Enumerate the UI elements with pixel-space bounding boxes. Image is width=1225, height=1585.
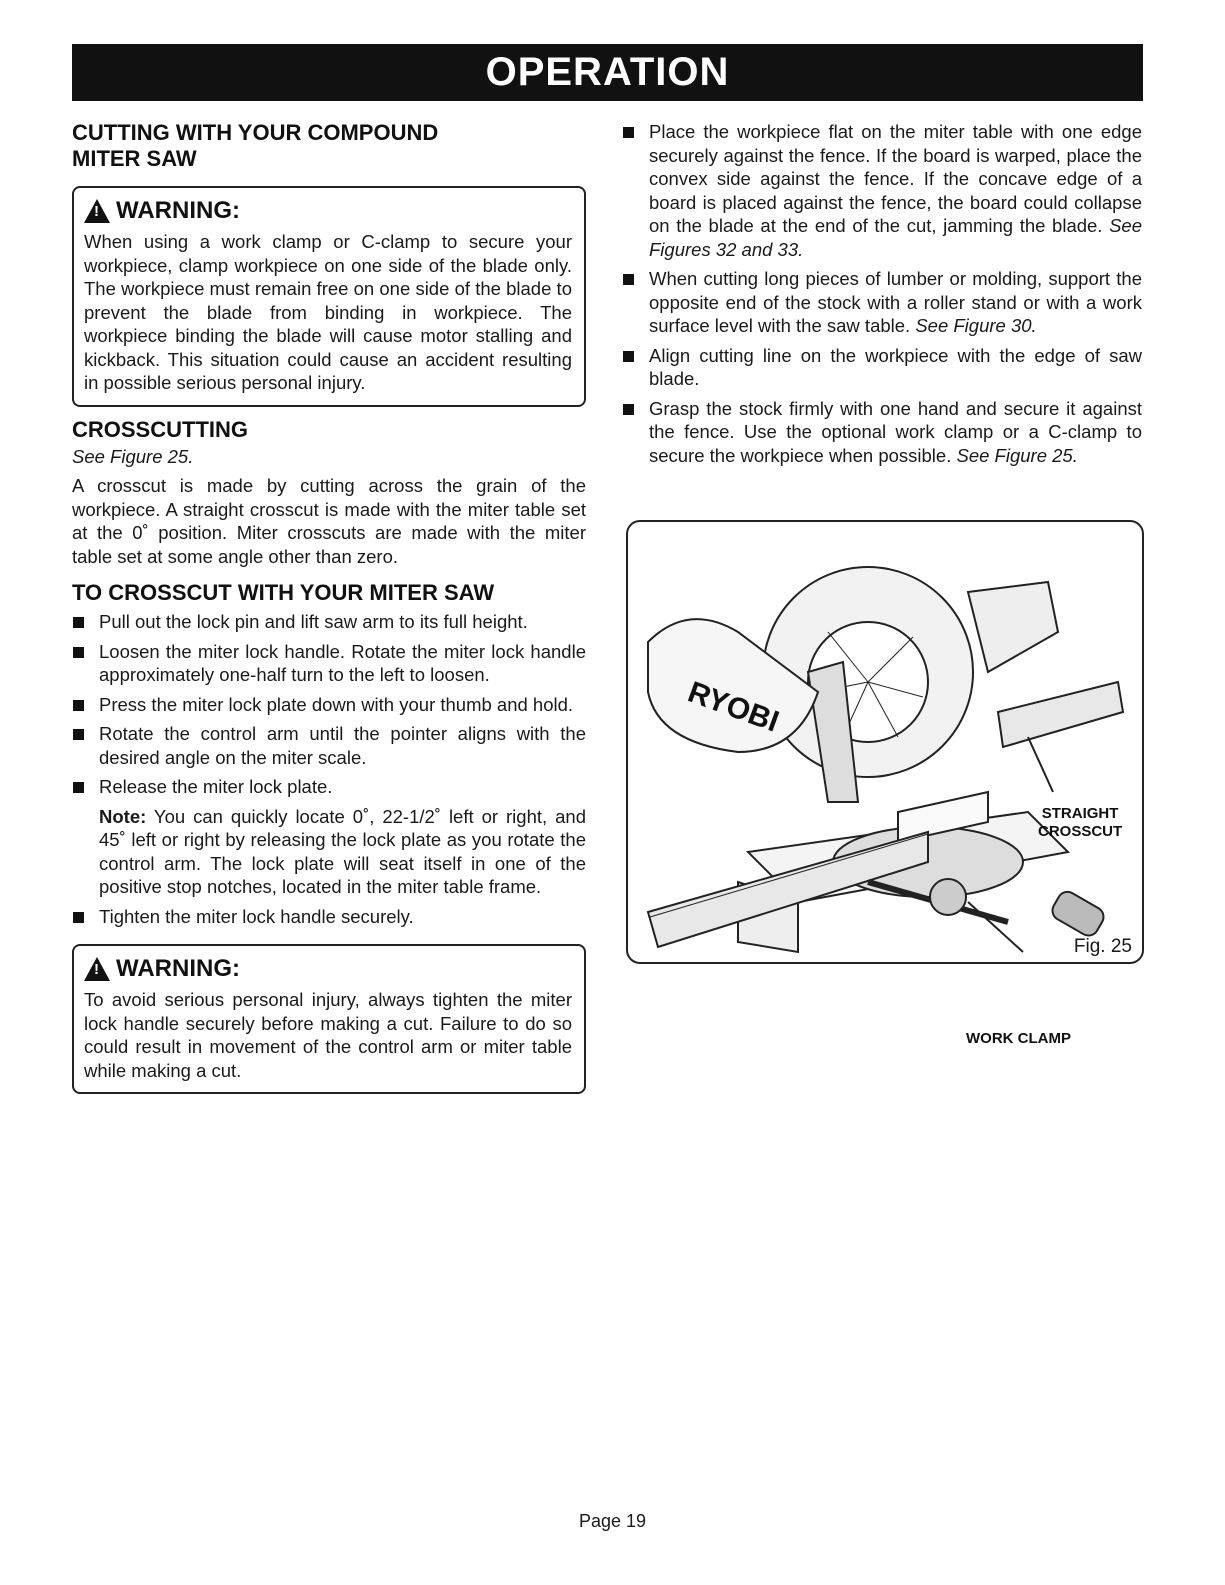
warning-title: ! WARNING: xyxy=(84,196,572,226)
figure-caption: Fig. 25 xyxy=(1073,936,1132,957)
warning-box-clamp xyxy=(72,186,586,407)
page-number: Page 19 xyxy=(578,1511,647,1531)
list-item: Rotate the control arm until the pointer aligns with the desired angle on the miter scale. xyxy=(72,722,586,769)
crosscut-steps xyxy=(72,610,586,799)
warning-icon xyxy=(84,957,110,981)
setup-steps xyxy=(622,120,1142,467)
warning-box-miter-lock xyxy=(72,944,586,1094)
miter-saw-illustration xyxy=(628,522,1142,962)
warning-title: ! WARNING: xyxy=(84,954,572,984)
list-item: Release the miter lock plate. xyxy=(72,775,586,799)
ryobi-logo: RYOBI xyxy=(683,675,784,739)
warning-icon xyxy=(84,199,110,223)
warning-text: To avoid serious personal injury, always tighten the miter lock handle securely before making a cut. Failure to do so could result in movement of the control arm or miter table while making a cut. xyxy=(84,989,572,1081)
figure-25 xyxy=(626,520,1144,1047)
label-work-clamp: WORK CLAMP xyxy=(966,1030,1071,1047)
note-text: You can quickly locate 0˚, 22-1/2˚ left or right, and 45˚ left or right by releasing the lock plate as you rotate the control arm. The lock plate will seat itself in one of the positive stop notches, located in the miter table frame. xyxy=(99,805,586,897)
crosscut-steps-final xyxy=(72,905,586,929)
howto-title: TO CROSSCUT WITH YOUR MITER SAW xyxy=(72,580,495,605)
label-straight-crosscut: STRAIGHT CROSSCUT xyxy=(1038,805,1123,840)
section-title: CUTTING WITH YOUR COMPOUND MITER SAW xyxy=(72,120,439,171)
note-label: Note: xyxy=(99,805,147,827)
list-item: Tighten the miter lock handle securely. xyxy=(72,905,586,929)
page-header: OPERATION xyxy=(72,44,1143,101)
list-item: Press the miter lock plate down with your thumb and hold. xyxy=(72,693,586,717)
note xyxy=(72,805,586,899)
right-column xyxy=(622,120,1142,473)
crosscut-description: A crosscut is made by cutting across the grain of the workpiece. A straight crosscut is made with the miter table set at the 0˚ position. Miter crosscuts are made with the miter table set at some angle other than zero. xyxy=(72,475,586,567)
list-item: Loosen the miter lock handle. Rotate the miter lock handle approximately one-half turn to the left to loosen. xyxy=(72,640,586,687)
crosscut-figure-ref: See Figure 25. xyxy=(72,445,194,467)
list-item: Grasp the stock firmly with one hand and secure it against the fence. Use the optional work clamp or a C-clamp to secure the workpiece when possible. See Figure 25. xyxy=(622,397,1142,468)
warning-text: When using a work clamp or C-clamp to secure your workpiece, clamp workpiece on one side of the blade only. The workpiece must remain free on one side of the blade to prevent the blade from binding in workpiece. The workpiece binding the blade will cause motor stalling and kickback. This situation could cause an accident resulting in possible serious personal injury. xyxy=(84,231,572,393)
left-column xyxy=(72,120,586,1104)
list-item: Place the workpiece flat on the miter table with one edge securely against the fence. If the board is warped, place the convex side against the fence. If the concave edge of a board is placed against the fence, the board could collapse on the blade at the end of the cut, jamming the blade. See Figures 32 and 33. xyxy=(622,120,1142,261)
list-item: When cutting long pieces of lumber or molding, support the opposite end of the stock with a roller stand or with a work surface level with the saw table. See Figure 30. xyxy=(622,267,1142,338)
list-item: Align cutting line on the workpiece with the edge of saw blade. xyxy=(622,344,1142,391)
list-item: Pull out the lock pin and lift saw arm to its full height. xyxy=(72,610,586,634)
crosscutting-title: CROSSCUTTING xyxy=(72,416,248,442)
